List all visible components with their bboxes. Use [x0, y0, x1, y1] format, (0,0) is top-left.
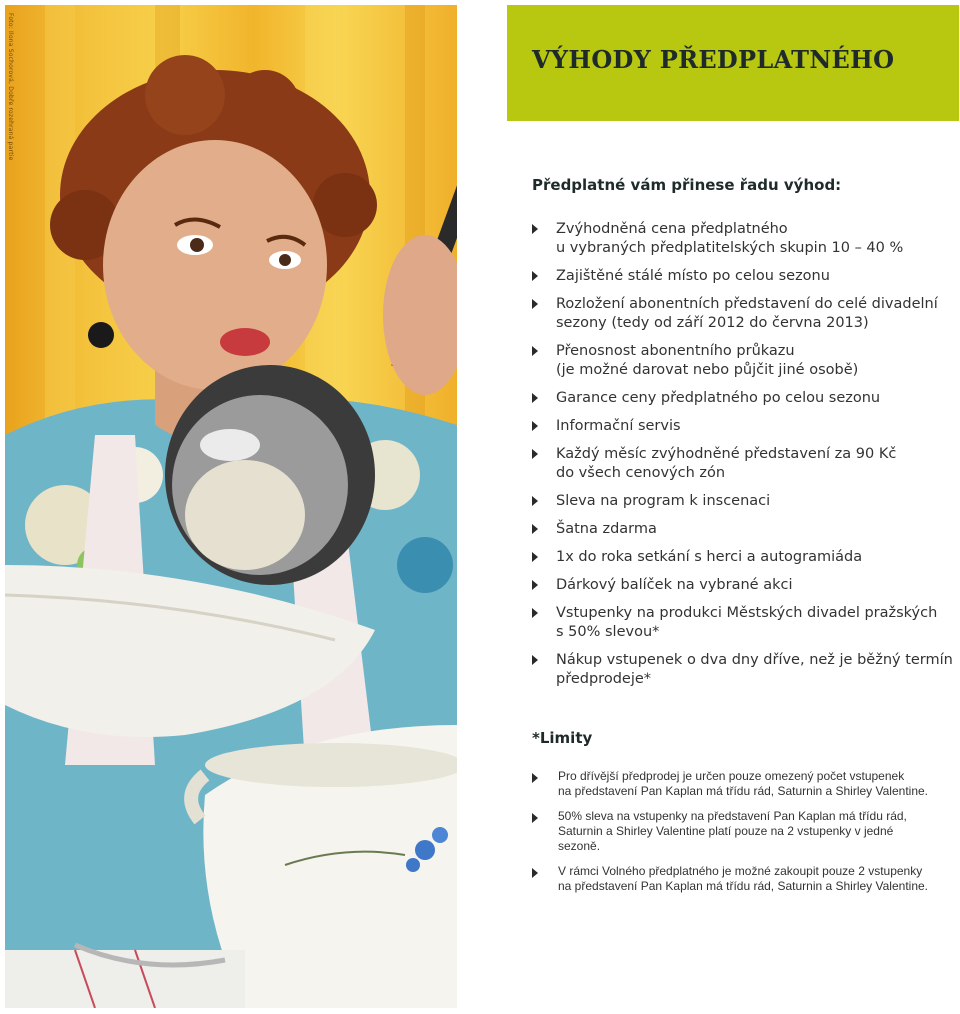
benefits-section [532, 176, 953, 904]
benefit-item-line: Zajištěné stálé místo po celou sezonu [556, 268, 830, 284]
benefit-item [532, 445, 942, 483]
limits-list [532, 769, 942, 894]
benefits-list [532, 220, 953, 689]
benefit-item-line: Zvýhodněná cena předplatného [556, 221, 788, 237]
bullet-arrow-icon [532, 524, 538, 534]
benefit-item-line: Nákup vstupenek o dva dny dříve, než je běžný termín [556, 652, 953, 668]
limit-item-line: sezoně. [558, 839, 601, 853]
benefit-item-line: Přenosnost abonentního průkazu [556, 343, 795, 359]
benefit-item [532, 604, 942, 642]
benefit-item [532, 651, 953, 689]
benefit-item [532, 576, 942, 595]
benefits-intro: Předplatné vám přinese řadu výhod: [532, 176, 842, 194]
limit-item [532, 769, 942, 799]
limit-item-line: 50% sleva na vstupenky na představení Pan Kaplan má třídu rád, [558, 809, 907, 823]
limit-item [532, 809, 942, 854]
benefit-item [532, 342, 942, 380]
limit-item-line: na představení Pan Kaplan má třídu rád, Saturnin a Shirley Valentine. [558, 784, 929, 798]
benefit-item-line: Šatna zdarma [556, 521, 657, 537]
benefit-item-line: s 50% slevou* [556, 624, 660, 640]
bullet-arrow-icon [532, 552, 538, 562]
benefit-item-line: Vstupenky na produkci Městských divadel pražských [556, 605, 938, 621]
bullet-arrow-icon [532, 299, 538, 309]
bullet-arrow-icon [532, 868, 538, 878]
woman-with-ladle-illustration [5, 5, 457, 1008]
bullet-arrow-icon [532, 655, 538, 665]
bullet-arrow-icon [532, 773, 538, 783]
limit-item [532, 864, 942, 894]
benefit-item [532, 548, 942, 567]
benefit-item [532, 520, 942, 539]
page-title: VÝHODY PŘEDPLATNÉHO [532, 45, 895, 74]
benefit-item-line: do všech cenových zón [556, 465, 726, 481]
limit-item-line: Pro dřívější předprodej je určen pouze omezený počet vstupenek [558, 769, 905, 783]
benefit-item [532, 220, 942, 258]
benefit-item-line: Informační servis [556, 418, 681, 434]
limit-item-line: V rámci Volného předplatného je možné zakoupit pouze 2 vstupenky [558, 864, 923, 878]
bullet-arrow-icon [532, 449, 538, 459]
benefit-item-line: Rozložení abonentních představení do celé divadelní [556, 296, 938, 312]
benefit-item [532, 295, 942, 333]
bullet-arrow-icon [532, 608, 538, 618]
benefit-item-line: Garance ceny předplatného po celou sezonu [556, 390, 881, 406]
bullet-arrow-icon [532, 421, 538, 431]
title-banner [507, 5, 959, 121]
benefit-item-line: Sleva na program k inscenaci [556, 493, 771, 509]
photo-credit: Foto: Ilona Sochorová, Dobře rozehraná partie [7, 13, 14, 161]
bullet-arrow-icon [532, 580, 538, 590]
hero-photo [5, 5, 457, 1008]
benefit-item-line: předprodeje* [556, 671, 652, 687]
bullet-arrow-icon [532, 224, 538, 234]
bullet-arrow-icon [532, 346, 538, 356]
benefit-item-line: Dárkový balíček na vybrané akci [556, 577, 793, 593]
benefit-item [532, 417, 942, 436]
benefit-item-line: u vybraných předplatitelských skupin 10 – 40 % [556, 240, 904, 256]
bullet-arrow-icon [532, 393, 538, 403]
benefit-item-line: (je možné darovat nebo půjčit jiné osobě) [556, 362, 859, 378]
bullet-arrow-icon [532, 813, 538, 823]
benefit-item [532, 267, 942, 286]
bullet-arrow-icon [532, 271, 538, 281]
limit-item-line: Saturnin a Shirley Valentine platí pouze na 2 vstupenky v jedné [558, 824, 894, 838]
benefit-item-line: Každý měsíc zvýhodněné představení za 90 Kč [556, 446, 897, 462]
limit-item-line: na představení Pan Kaplan má třídu rád, Saturnin a Shirley Valentine. [558, 879, 929, 893]
benefit-item [532, 389, 942, 408]
benefit-item-line: sezony (tedy od září 2012 do června 2013) [556, 315, 869, 331]
bullet-arrow-icon [532, 496, 538, 506]
benefit-item [532, 492, 942, 511]
benefit-item-line: 1x do roka setkání s herci a autogramiáda [556, 549, 863, 565]
limits-title: *Limity [532, 729, 593, 747]
